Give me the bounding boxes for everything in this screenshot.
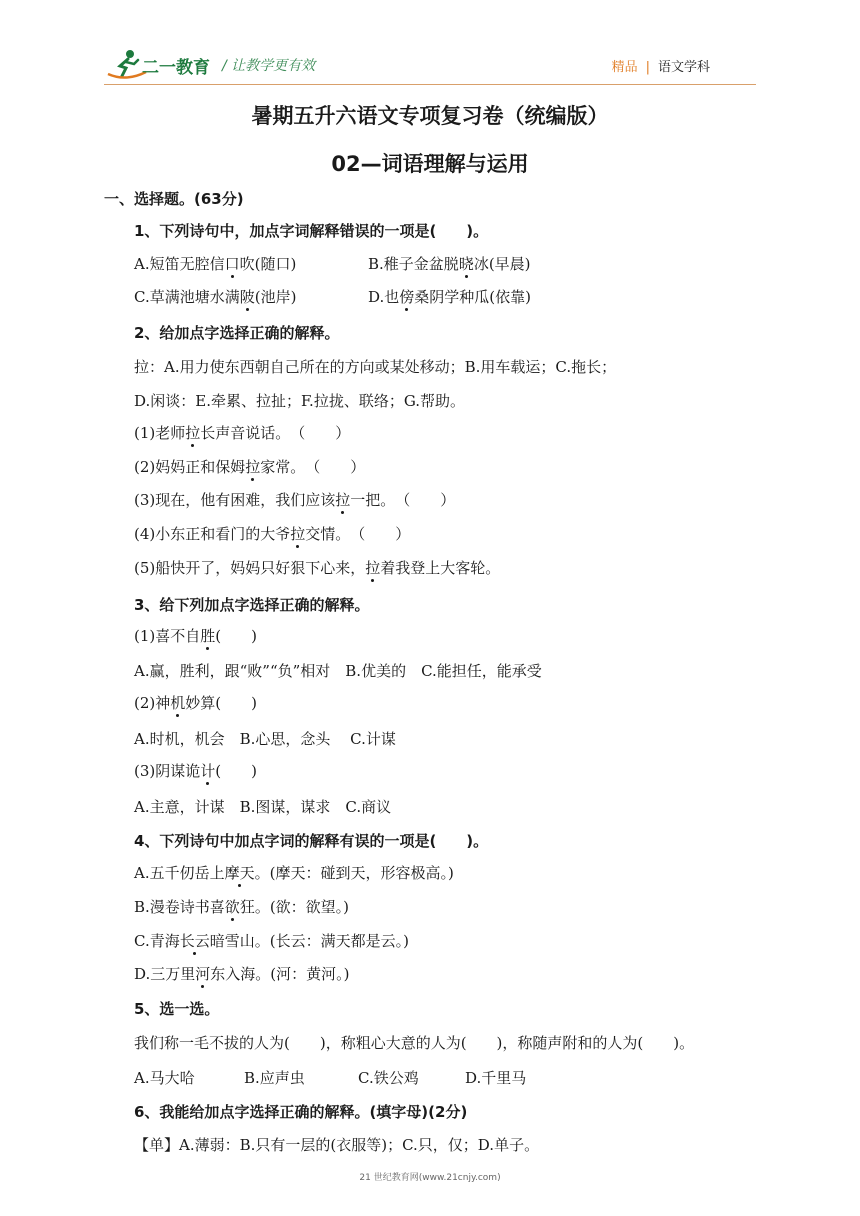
q2-item-2: (2)妈妈正和保姆拉家常。 （ ）	[134, 458, 366, 476]
q4-stem: 4、下列诗句中加点字词的解释有误的一项是( )。	[134, 832, 489, 850]
q2-definition-1: 拉：A.用力使东西朝自己所在的方向或某处移动；B.用车载运；C.拖长；	[134, 358, 617, 376]
q2-item-1: (1)老师拉长声音说话。 （ ）	[134, 424, 351, 442]
q5-option-a: A.马大哈	[134, 1069, 195, 1087]
q3-options-1: A.赢，胜利，跟“败”“负”相对 B.优美的 C.能担任，能承受	[134, 662, 542, 680]
header-subject	[612, 56, 710, 75]
q4-option-b: B.漫卷诗书喜欲狂。(欲：欲望。)	[134, 898, 350, 916]
q3-stem: 3、给下列加点字选择正确的解释。	[134, 596, 370, 614]
q4-option-d: D.三万里河东入海。(河：黄河。)	[134, 965, 350, 983]
subject-label: 语文学科	[657, 60, 710, 75]
q1-option-c: C.草满池塘水满陂(池岸)	[134, 288, 297, 306]
q3-sub-3: (3)阴谋诡计( )	[134, 762, 257, 780]
q1-stem: 1、下列诗句中，加点字词解释错误的一项是( )。	[134, 222, 489, 240]
q5-text: 我们称一毛不拔的人为( )，称粗心大意的人为( )，称随声附和的人为( )。	[134, 1034, 695, 1052]
quality-tag: 精品	[611, 60, 638, 75]
slogan: / 让教学更有效	[222, 58, 316, 74]
header-divider	[104, 84, 756, 85]
section-heading: 一、选择题。(63分)	[104, 190, 244, 208]
q6-stem: 6、我能给加点字选择正确的解释。(填字母)(2分)	[134, 1103, 468, 1121]
q6-definition: 【单】A.薄弱：B.只有一层的(衣服等)；C.只，仅；D.单子。	[134, 1136, 540, 1154]
q5-stem: 5、选一选。	[134, 1000, 220, 1018]
header-separator: |	[645, 60, 650, 75]
q2-item-5: (5)船快开了，妈妈只好狠下心来，拉着我登上大客轮。	[134, 559, 501, 577]
q1-option-d: D.也傍桑阴学种瓜(依靠)	[368, 288, 531, 306]
q1-option-a: A.短笛无腔信口吹(随口)	[134, 255, 297, 273]
q2-item-4: (4)小东正和看门的大爷拉交情。 （ ）	[134, 525, 411, 543]
logo-text: 二一教育	[142, 58, 210, 78]
doc-title: 暑期五升六语文专项复习卷（统编版）	[251, 104, 609, 128]
q1-option-b: B.稚子金盆脱晓冰(早晨)	[368, 255, 531, 273]
page-header	[0, 0, 860, 90]
q2-stem: 2、给加点字选择正确的解释。	[134, 324, 340, 342]
page-footer: 21 世纪教育网(www.21cnjy.com)	[359, 1173, 501, 1183]
q4-option-a: A.五千仞岳上摩天。(摩天：碰到天，形容极高。)	[134, 864, 454, 882]
q4-option-c: C.青海长云暗雪山。(长云：满天都是云。)	[134, 932, 409, 950]
q5-option-b: B.应声虫	[244, 1069, 305, 1087]
q3-sub-1: (1)喜不自胜( )	[134, 627, 257, 645]
q3-sub-2: (2)神机妙算( )	[134, 694, 257, 712]
q3-options-2: A.时机，机会 B.心思，念头 C.计谋	[134, 730, 396, 748]
q2-item-3: (3)现在，他有困难，我们应该拉一把。 （ ）	[134, 491, 456, 509]
doc-subtitle: 02—词语理解与运用	[331, 152, 529, 176]
q2-definition-2: D.闲谈：E.牵累、拉扯；F.拉拢、联络；G.帮助。	[134, 392, 466, 410]
q5-option-c: C.铁公鸡	[358, 1069, 419, 1087]
q3-options-3: A.主意，计谋 B.图谋，谋求 C.商议	[134, 798, 392, 816]
q5-option-d: D.千里马	[465, 1069, 527, 1087]
